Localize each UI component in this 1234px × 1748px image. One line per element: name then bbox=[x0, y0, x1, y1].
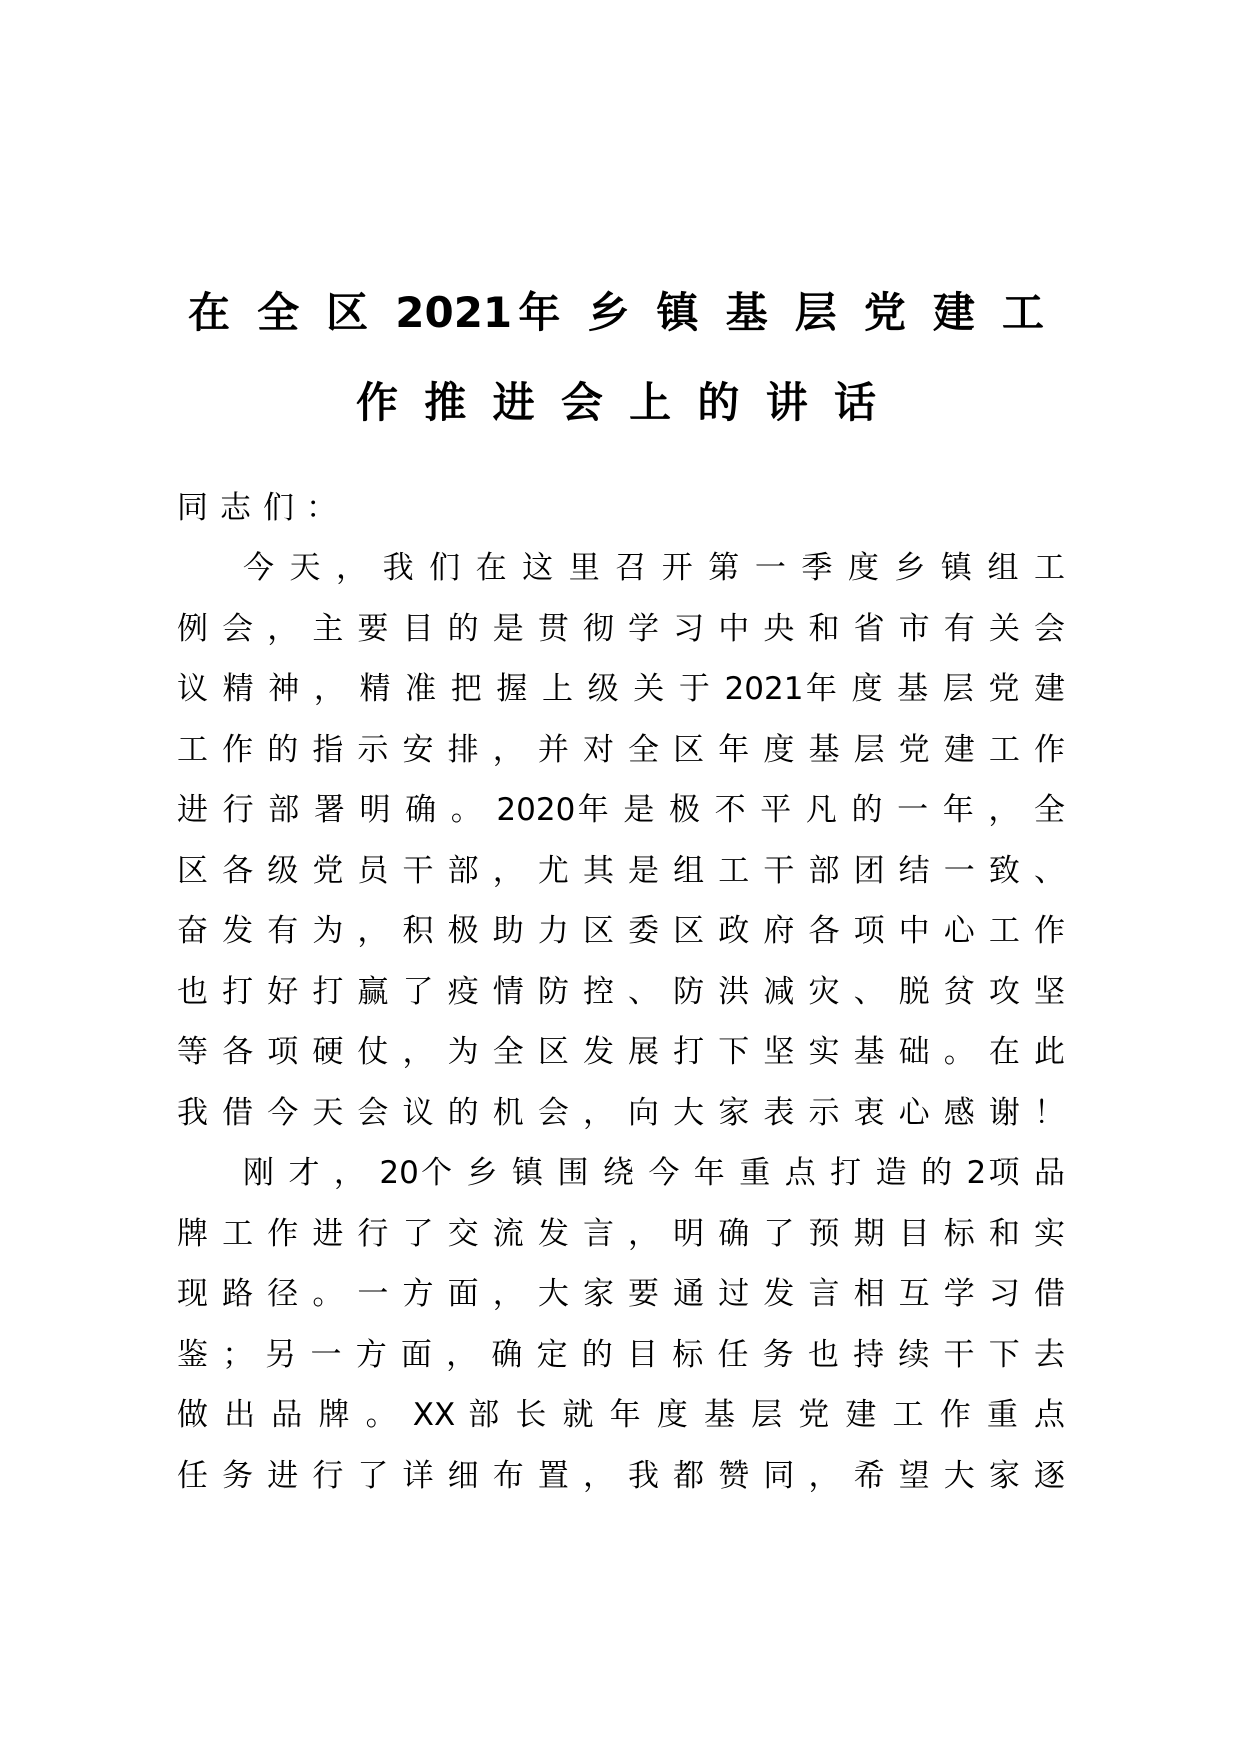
body-line: 也 打 好 打 赢 了 疫 情 防 控 、 防 洪 减 灾 、 脱 贫 攻 坚 bbox=[177, 973, 1065, 1010]
body-line: 任 务 进 行 了 详 细 布 置 ， 我 都 赞 同 ， 希 望 大 家 逐 bbox=[177, 1457, 1065, 1494]
body-line: 进 行 部 署 明 确 。 2020年 是 极 不 平 凡 的 一 年 ， 全 bbox=[177, 792, 1065, 828]
body-line: 现 路 径 。 一 方 面 ， 大 家 要 通 过 发 言 相 互 学 习 借 bbox=[177, 1276, 1065, 1312]
body-line: 鉴 ； 另 一 方 面 ， 确 定 的 目 标 任 务 也 持 续 干 下 去 bbox=[177, 1336, 1065, 1373]
body-line: 议 精 神 ， 精 准 把 握 上 级 关 于 2021年 度 基 层 党 建 bbox=[177, 671, 1065, 707]
document-title-line-1: 在 全 区 2021年 乡 镇 基 层 党 建 工 bbox=[188, 288, 1044, 337]
body-line: 做 出 品 牌 。 XX 部 长 就 年 度 基 层 党 建 工 作 重 点 bbox=[177, 1397, 1066, 1433]
body-line: 奋 发 有 为 ， 积 极 助 力 区 委 区 政 府 各 项 中 心 工 作 bbox=[177, 913, 1065, 949]
body-line: 区 各 级 党 员 干 部 ， 尤 其 是 组 工 干 部 团 结 一 致 、 bbox=[177, 852, 1065, 889]
body-line: 例 会 ， 主 要 目 的 是 贯 彻 学 习 中 央 和 省 市 有 关 会 bbox=[177, 610, 1065, 647]
body-line: 等 各 项 硬 仗 ， 为 全 区 发 展 打 下 坚 实 基 础 。 在 此 bbox=[177, 1034, 1065, 1070]
body-line: 牌 工 作 进 行 了 交 流 发 言 ， 明 确 了 预 期 目 标 和 实 bbox=[177, 1215, 1065, 1252]
body-line: 工 作 的 指 示 安 排 ， 并 对 全 区 年 度 基 层 党 建 工 作 bbox=[177, 731, 1065, 768]
body-line: 我 借 今 天 会 议 的 机 会 ， 向 大 家 表 示 衷 心 感 谢 ！ bbox=[177, 1094, 1065, 1131]
body-line: 今 天 ， 我 们 在 这 里 召 开 第 一 季 度 乡 镇 组 工 bbox=[243, 550, 1065, 586]
body-line: 刚 才 ， 20个 乡 镇 围 绕 今 年 重 点 打 造 的 2项 品 bbox=[243, 1155, 1065, 1191]
salutation: 同志们： bbox=[177, 490, 349, 526]
document-title-line-2: 作 推 进 会 上 的 讲 话 bbox=[356, 378, 876, 427]
